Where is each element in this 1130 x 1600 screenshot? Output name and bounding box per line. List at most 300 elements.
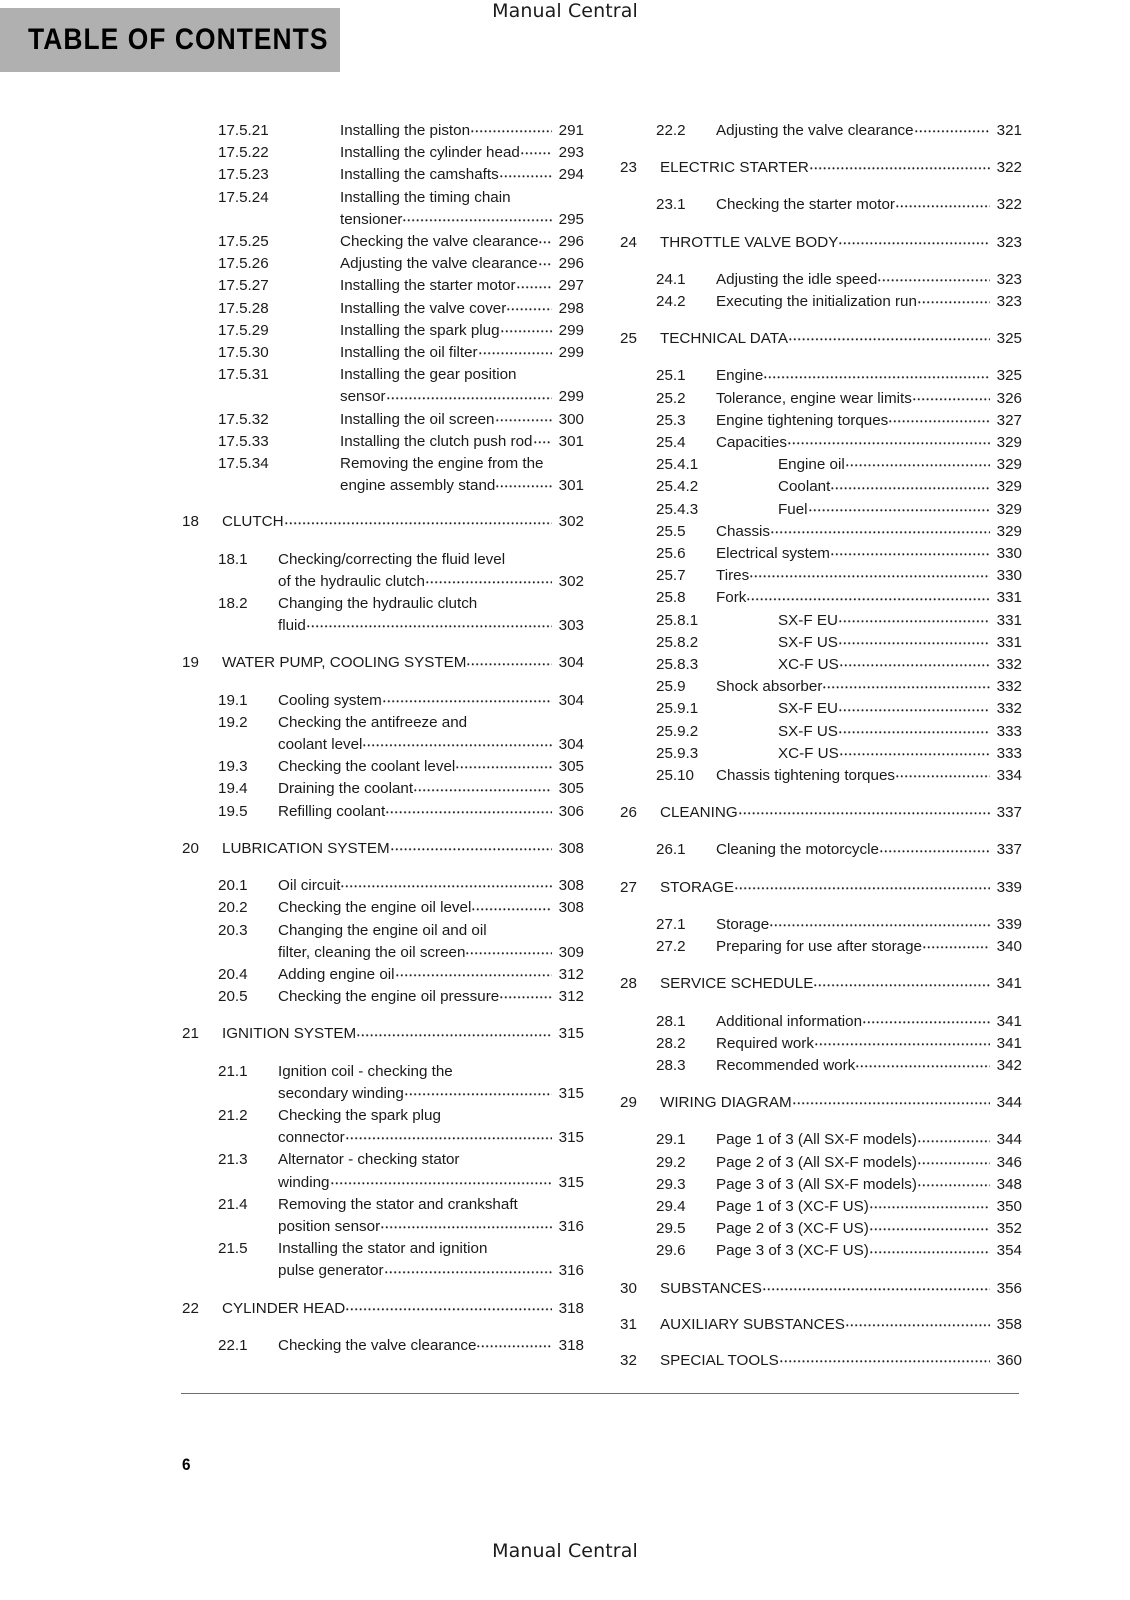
toc-entry-title-block bbox=[756, 499, 1022, 521]
toc-entry-title: tensioner bbox=[340, 210, 403, 228]
toc-entry-title: Checking the spark plug bbox=[278, 1106, 441, 1124]
toc-entry-title: CLUTCH bbox=[222, 513, 284, 531]
toc-entry[interactable] bbox=[178, 920, 584, 964]
toc-entry-page-number: 348 bbox=[996, 1175, 1022, 1193]
dot-leader bbox=[386, 805, 552, 820]
toc-entry-number: 17.5.22 bbox=[218, 144, 269, 162]
toc-entry[interactable] bbox=[616, 765, 1022, 787]
toc-entry-title-block bbox=[756, 476, 1022, 498]
toc-entry[interactable] bbox=[178, 1335, 584, 1357]
toc-entry-title-block bbox=[278, 1194, 584, 1238]
dot-leader bbox=[889, 414, 990, 429]
toc-entry-number: 28.1 bbox=[656, 1012, 686, 1030]
toc-entry-number: 25.4.1 bbox=[656, 456, 699, 474]
toc-entry[interactable] bbox=[178, 964, 584, 986]
toc-entry[interactable] bbox=[616, 1129, 1022, 1151]
toc-entry-title: secondary winding bbox=[278, 1084, 404, 1102]
toc-entry-number: 19.4 bbox=[218, 780, 248, 798]
dot-leader bbox=[544, 457, 552, 472]
toc-entry-title: Fork bbox=[716, 589, 747, 607]
dot-leader bbox=[815, 1037, 990, 1052]
toc-entry-page-number: 300 bbox=[558, 410, 584, 428]
toc-entry-number: 32 bbox=[620, 1351, 637, 1369]
toc-entry[interactable] bbox=[178, 164, 584, 186]
toc-entry-title-block bbox=[756, 632, 1022, 654]
toc-entry-number: 17.5.29 bbox=[218, 321, 269, 339]
dot-leader bbox=[519, 1198, 552, 1213]
toc-entry-page-number: 337 bbox=[996, 841, 1022, 859]
toc-entry-title-block bbox=[318, 164, 584, 186]
toc-entry[interactable] bbox=[616, 388, 1022, 410]
toc-entry-page-number: 316 bbox=[558, 1262, 584, 1280]
dot-leader bbox=[466, 946, 552, 961]
toc-entry-page-number: 306 bbox=[558, 802, 584, 820]
toc-entry-title: Installing the clutch push rod bbox=[340, 432, 533, 450]
toc-entry-title-block bbox=[716, 1174, 1022, 1196]
toc-entry-number: 30 bbox=[620, 1279, 637, 1297]
toc-entry-title: STORAGE bbox=[660, 878, 734, 896]
toc-entry-number: 22 bbox=[182, 1299, 199, 1317]
toc-entry-title: Checking the coolant level bbox=[278, 758, 456, 776]
toc-entry-title: SX-F US bbox=[778, 633, 838, 651]
dot-leader bbox=[735, 881, 990, 896]
toc-entry-title-block bbox=[278, 897, 584, 919]
toc-entry[interactable] bbox=[178, 364, 584, 408]
toc-entry-title-block bbox=[716, 291, 1022, 313]
toc-entry[interactable] bbox=[616, 914, 1022, 936]
toc-entry[interactable] bbox=[616, 877, 1022, 899]
dot-leader bbox=[512, 191, 552, 206]
toc-entry-title-block bbox=[716, 1196, 1022, 1218]
toc-entry-title-block bbox=[318, 364, 584, 408]
toc-entry[interactable] bbox=[178, 1105, 584, 1149]
toc-entry-page-number: 301 bbox=[558, 477, 584, 495]
toc-entry[interactable] bbox=[616, 1218, 1022, 1240]
dot-leader bbox=[534, 435, 553, 450]
toc-entry-title: XC-F US bbox=[778, 656, 839, 674]
toc-entry[interactable] bbox=[616, 476, 1022, 498]
toc-entry[interactable] bbox=[178, 690, 584, 712]
toc-entry-number: 25 bbox=[620, 330, 637, 348]
toc-entry[interactable] bbox=[178, 120, 584, 142]
toc-entry-title-block bbox=[716, 565, 1022, 587]
dot-leader bbox=[496, 413, 553, 428]
toc-entry[interactable] bbox=[616, 565, 1022, 587]
toc-entry[interactable] bbox=[178, 875, 584, 897]
toc-entry-page-number: 302 bbox=[558, 572, 584, 590]
toc-entry-title: Additional information bbox=[716, 1012, 863, 1030]
toc-entry-number: 18 bbox=[182, 513, 199, 531]
toc-entry[interactable] bbox=[616, 1152, 1022, 1174]
dot-leader bbox=[472, 901, 552, 916]
toc-entry[interactable] bbox=[178, 593, 584, 637]
toc-entry-page-number: 315 bbox=[558, 1129, 584, 1147]
toc-entry-title: Installing the cylinder head bbox=[340, 144, 520, 162]
toc-entry-title-block bbox=[716, 269, 1022, 291]
toc-entry-number: 17.5.28 bbox=[218, 299, 269, 317]
toc-entry-number: 21 bbox=[182, 1025, 199, 1043]
toc-entry[interactable] bbox=[616, 654, 1022, 676]
toc-entry-number: 21.1 bbox=[218, 1062, 248, 1080]
toc-entry[interactable] bbox=[178, 142, 584, 164]
toc-entry[interactable] bbox=[178, 1238, 584, 1282]
toc-entry[interactable] bbox=[616, 328, 1022, 350]
toc-entry[interactable] bbox=[616, 610, 1022, 632]
toc-entry[interactable] bbox=[178, 1023, 584, 1045]
toc-entry-number: 29.2 bbox=[656, 1153, 686, 1171]
toc-entry-title: Recommended work bbox=[716, 1056, 856, 1074]
toc-column-left bbox=[178, 120, 584, 1372]
toc-entry-title: Adding engine oil bbox=[278, 965, 395, 983]
toc-entry-page-number: 299 bbox=[558, 344, 584, 362]
toc-entry-number: 29.3 bbox=[656, 1175, 686, 1193]
toc-entry-title-block bbox=[660, 1092, 1022, 1114]
dot-leader bbox=[539, 235, 552, 250]
toc-entry-title-block bbox=[660, 1278, 1022, 1300]
toc-entry-page-number: 332 bbox=[996, 678, 1022, 696]
toc-entry[interactable] bbox=[616, 232, 1022, 254]
toc-entry-title-block bbox=[318, 431, 584, 453]
toc-entry[interactable] bbox=[616, 291, 1022, 313]
toc-entry-title-block bbox=[318, 120, 584, 142]
toc-entry-title-block bbox=[278, 1061, 584, 1105]
toc-entry-number: 21.2 bbox=[218, 1106, 248, 1124]
toc-entry-title-block bbox=[716, 839, 1022, 861]
toc-entry-page-number: 316 bbox=[558, 1217, 584, 1235]
toc-entry-title-block bbox=[278, 986, 584, 1008]
toc-entry[interactable] bbox=[616, 1033, 1022, 1055]
toc-entry-title-block bbox=[278, 1149, 584, 1193]
dot-leader bbox=[856, 1059, 990, 1074]
toc-entry[interactable] bbox=[178, 1298, 584, 1320]
toc-entry[interactable] bbox=[616, 1196, 1022, 1218]
toc-entry-title-block bbox=[278, 549, 584, 593]
toc-entry[interactable] bbox=[178, 1149, 584, 1193]
toc-entry-title-block bbox=[318, 342, 584, 364]
toc-entry[interactable] bbox=[616, 839, 1022, 861]
toc-entry-page-number: 354 bbox=[996, 1242, 1022, 1260]
toc-entry-page-number: 330 bbox=[996, 545, 1022, 563]
toc-entry-title-block bbox=[716, 432, 1022, 454]
toc-entry[interactable] bbox=[178, 897, 584, 919]
toc-entry[interactable] bbox=[178, 778, 584, 800]
toc-entry-title: Checking the starter motor bbox=[716, 196, 895, 214]
toc-entry-title: of the hydraulic clutch bbox=[278, 572, 425, 590]
toc-entry-page-number: 340 bbox=[996, 938, 1022, 956]
toc-entry[interactable] bbox=[178, 320, 584, 342]
toc-entry-page-number: 333 bbox=[996, 744, 1022, 762]
toc-entry-page-number: 304 bbox=[558, 654, 584, 672]
toc-entry[interactable] bbox=[178, 712, 584, 756]
toc-entry-title-block bbox=[660, 802, 1022, 824]
toc-entry[interactable] bbox=[616, 1278, 1022, 1300]
toc-entry-title: Installing the oil filter bbox=[340, 344, 478, 362]
toc-entry[interactable] bbox=[616, 454, 1022, 476]
toc-entry-title: SX-F EU bbox=[778, 700, 838, 718]
dot-leader bbox=[923, 940, 990, 955]
toc-entry-page-number: 296 bbox=[558, 233, 584, 251]
toc-entry-number: 19.3 bbox=[218, 758, 248, 776]
toc-entry-number: 24.2 bbox=[656, 293, 686, 311]
toc-column-right bbox=[616, 120, 1022, 1372]
dot-leader bbox=[381, 1220, 552, 1235]
toc-entry[interactable] bbox=[178, 187, 584, 231]
toc-entry-number: 17.5.26 bbox=[218, 255, 269, 273]
toc-entry-title: IGNITION SYSTEM bbox=[222, 1025, 357, 1043]
toc-entry-title: Oil circuit bbox=[278, 877, 341, 895]
toc-entry-title-block bbox=[318, 253, 584, 275]
toc-entry[interactable] bbox=[178, 549, 584, 593]
toc-entry-number: 25.3 bbox=[656, 411, 686, 429]
toc-entry-title: SPECIAL TOOLS bbox=[660, 1351, 779, 1369]
toc-entry[interactable] bbox=[616, 973, 1022, 995]
toc-entry-title-block bbox=[278, 593, 584, 637]
toc-entry-title: THROTTLE VALVE BODY bbox=[660, 233, 839, 251]
toc-entry-title: Alternator - checking stator bbox=[278, 1151, 460, 1169]
toc-entry-page-number: 315 bbox=[558, 1025, 584, 1043]
dot-leader bbox=[839, 702, 990, 717]
toc-entry[interactable] bbox=[616, 499, 1022, 521]
toc-entry[interactable] bbox=[178, 409, 584, 431]
toc-entry-title: Draining the coolant bbox=[278, 780, 414, 798]
dot-leader bbox=[780, 1354, 990, 1369]
table-of-contents-banner bbox=[0, 8, 340, 72]
toc-entry[interactable] bbox=[616, 721, 1022, 743]
toc-entry-title: Engine oil bbox=[778, 456, 845, 474]
toc-entry-number: 20 bbox=[182, 839, 199, 857]
toc-entry-title: WIRING DIAGRAM bbox=[660, 1094, 792, 1112]
toc-entry[interactable] bbox=[178, 342, 584, 364]
toc-entry-page-number: 331 bbox=[996, 589, 1022, 607]
toc-entry-page-number: 337 bbox=[996, 804, 1022, 822]
toc-entry-title: SX-F US bbox=[778, 722, 838, 740]
toc-entry-number: 17.5.23 bbox=[218, 166, 269, 184]
toc-entry[interactable] bbox=[178, 253, 584, 275]
toc-entry-number: 20.1 bbox=[218, 877, 248, 895]
toc-entry-title-block bbox=[716, 1011, 1022, 1033]
toc-entry[interactable] bbox=[616, 432, 1022, 454]
toc-entry[interactable] bbox=[616, 1174, 1022, 1196]
toc-entry[interactable] bbox=[616, 698, 1022, 720]
dot-leader bbox=[403, 213, 552, 228]
toc-entry-number: 25.8.3 bbox=[656, 656, 699, 674]
dot-leader bbox=[477, 1339, 552, 1354]
toc-entry-number: 17.5.32 bbox=[218, 410, 269, 428]
toc-entry-number: 17.5.30 bbox=[218, 344, 269, 362]
toc-entry-title-block bbox=[716, 587, 1022, 609]
toc-entry-number: 26 bbox=[620, 804, 637, 822]
toc-entry[interactable] bbox=[616, 543, 1022, 565]
toc-entry-number: 25.9.3 bbox=[656, 744, 699, 762]
toc-entry[interactable] bbox=[616, 743, 1022, 765]
toc-entry-title: SUBSTANCES bbox=[660, 1279, 762, 1297]
toc-entry-title-block bbox=[222, 652, 584, 674]
toc-entry-page-number: 303 bbox=[558, 617, 584, 635]
toc-entry-title-block bbox=[716, 1240, 1022, 1262]
toc-entry-number: 25.4 bbox=[656, 434, 686, 452]
dot-leader bbox=[363, 738, 552, 753]
dot-leader bbox=[788, 436, 990, 451]
toc-entry[interactable] bbox=[616, 410, 1022, 432]
toc-entry[interactable] bbox=[616, 1055, 1022, 1077]
toc-entry-number: 31 bbox=[620, 1315, 637, 1333]
dot-leader bbox=[839, 236, 990, 251]
toc-entry-page-number: 315 bbox=[558, 1084, 584, 1102]
toc-entry[interactable] bbox=[616, 1011, 1022, 1033]
toc-entry-title-block bbox=[716, 194, 1022, 216]
toc-entry-page-number: 318 bbox=[558, 1336, 584, 1354]
toc-entry[interactable] bbox=[178, 838, 584, 860]
toc-entry-number: 20.5 bbox=[218, 988, 248, 1006]
toc-entry-number: 25.4.2 bbox=[656, 478, 699, 496]
watermark-top: Manual Central bbox=[492, 0, 638, 22]
dot-leader bbox=[517, 368, 552, 383]
dot-leader bbox=[764, 369, 990, 384]
toc-entry-page-number: 304 bbox=[558, 691, 584, 709]
dot-leader bbox=[500, 168, 552, 183]
toc-entry-page-number: 315 bbox=[558, 1173, 584, 1191]
dot-leader bbox=[391, 842, 552, 857]
toc-entry[interactable] bbox=[616, 676, 1022, 698]
toc-entry-page-number: 297 bbox=[558, 277, 584, 295]
dot-leader bbox=[387, 390, 552, 405]
toc-entry-title-block bbox=[716, 676, 1022, 698]
toc-entry[interactable] bbox=[178, 453, 584, 497]
toc-entry-title-block bbox=[716, 765, 1022, 787]
dot-leader bbox=[496, 479, 552, 494]
toc-entry[interactable] bbox=[616, 1240, 1022, 1262]
toc-entry-number: 28.2 bbox=[656, 1034, 686, 1052]
dot-leader bbox=[831, 547, 990, 562]
toc-entry-page-number: 329 bbox=[996, 500, 1022, 518]
toc-entry-title: engine assembly stand bbox=[340, 477, 496, 495]
toc-entry-page-number: 298 bbox=[558, 299, 584, 317]
toc-entry-page-number: 352 bbox=[996, 1220, 1022, 1238]
toc-entry-number: 20.2 bbox=[218, 899, 248, 917]
toc-entry-page-number: 322 bbox=[996, 196, 1022, 214]
dot-leader bbox=[915, 124, 990, 139]
dot-leader bbox=[488, 1242, 552, 1257]
toc-entry[interactable] bbox=[616, 1314, 1022, 1336]
toc-entry-page-number: 346 bbox=[996, 1153, 1022, 1171]
toc-entry-number: 17.5.34 bbox=[218, 455, 269, 473]
toc-entry-title: Installing the starter motor bbox=[340, 277, 516, 295]
toc-entry[interactable] bbox=[178, 431, 584, 453]
toc-entry-page-number: 350 bbox=[996, 1197, 1022, 1215]
toc-entry-page-number: 309 bbox=[558, 943, 584, 961]
toc-entry-number: 17.5.31 bbox=[218, 366, 269, 384]
toc-entry-page-number: 339 bbox=[996, 878, 1022, 896]
toc-entry-title-block bbox=[716, 1033, 1022, 1055]
toc-entry[interactable] bbox=[616, 632, 1022, 654]
toc-entry-page-number: 322 bbox=[996, 159, 1022, 177]
toc-entry-number: 28 bbox=[620, 975, 637, 993]
toc-entry-number: 27 bbox=[620, 878, 637, 896]
toc-entry-page-number: 332 bbox=[996, 700, 1022, 718]
toc-entry-number: 17.5.21 bbox=[218, 122, 269, 139]
toc-entry[interactable] bbox=[616, 587, 1022, 609]
toc-entry-title-block bbox=[278, 875, 584, 897]
toc-entry-title-block bbox=[278, 778, 584, 800]
toc-entry-number: 17.5.24 bbox=[218, 188, 269, 206]
toc-entry[interactable] bbox=[178, 275, 584, 297]
toc-entry-title-block bbox=[278, 920, 584, 964]
toc-entry[interactable] bbox=[178, 298, 584, 320]
toc-entry-title: Executing the initialization run bbox=[716, 293, 917, 311]
toc-entry-title: Cooling system bbox=[278, 691, 382, 709]
toc-entry[interactable] bbox=[616, 269, 1022, 291]
toc-entry-title: winding bbox=[278, 1173, 330, 1191]
toc-entry-title: XC-F US bbox=[778, 744, 839, 762]
toc-entry-title: Checking the antifreeze and bbox=[278, 713, 468, 731]
dot-leader bbox=[793, 1096, 990, 1111]
toc-entry-title: Installing the oil screen bbox=[340, 410, 495, 428]
dot-leader bbox=[918, 295, 990, 310]
toc-entry-title-block bbox=[278, 756, 584, 778]
dot-leader bbox=[770, 918, 990, 933]
toc-entry[interactable] bbox=[616, 157, 1022, 179]
toc-entry-page-number: 344 bbox=[996, 1131, 1022, 1149]
toc-entry-title-block bbox=[756, 721, 1022, 743]
toc-entry-number: 29.1 bbox=[656, 1131, 686, 1149]
toc-entry-number: 22.2 bbox=[656, 122, 686, 139]
toc-entry[interactable] bbox=[178, 1194, 584, 1238]
toc-entry[interactable] bbox=[178, 652, 584, 674]
toc-entry-title-block bbox=[716, 410, 1022, 432]
toc-entry-title-block bbox=[716, 120, 1022, 142]
toc-entry[interactable] bbox=[616, 120, 1022, 142]
toc-entry-page-number: 360 bbox=[996, 1351, 1022, 1369]
toc-entry-title-block bbox=[278, 690, 584, 712]
toc-entry-page-number: 299 bbox=[558, 321, 584, 339]
dot-leader bbox=[461, 1153, 553, 1168]
toc-entry-page-number: 302 bbox=[558, 513, 584, 531]
toc-entry-page-number: 312 bbox=[558, 965, 584, 983]
toc-entry-title: Installing the stator and ignition bbox=[278, 1240, 488, 1258]
toc-entry[interactable] bbox=[616, 936, 1022, 958]
toc-entry-title: AUXILIARY SUBSTANCES bbox=[660, 1315, 845, 1333]
dot-leader bbox=[478, 597, 552, 612]
toc-entry[interactable] bbox=[616, 521, 1022, 543]
toc-entry[interactable] bbox=[178, 756, 584, 778]
dot-leader bbox=[823, 680, 990, 695]
toc-entry-title: connector bbox=[278, 1129, 345, 1147]
toc-entry[interactable] bbox=[616, 1350, 1022, 1372]
toc-entry[interactable] bbox=[178, 231, 584, 253]
toc-entry-page-number: 329 bbox=[996, 478, 1022, 496]
toc-entry-title: Checking the engine oil level bbox=[278, 899, 472, 917]
toc-entry-title: Adjusting the idle speed bbox=[716, 270, 878, 288]
toc-entry[interactable] bbox=[178, 511, 584, 533]
toc-entry-title: Storage bbox=[716, 915, 770, 933]
toc-entry[interactable] bbox=[178, 1061, 584, 1105]
toc-entry[interactable] bbox=[616, 802, 1022, 824]
dot-leader bbox=[840, 658, 990, 673]
dot-leader bbox=[846, 1318, 990, 1333]
toc-entry-number: 25.1 bbox=[656, 367, 686, 385]
toc-entry[interactable] bbox=[616, 365, 1022, 387]
toc-entry[interactable] bbox=[178, 801, 584, 823]
toc-entry-title: Adjusting the valve clearance bbox=[716, 122, 914, 139]
dot-leader bbox=[870, 1222, 990, 1237]
toc-entry-number: 19.5 bbox=[218, 802, 248, 820]
toc-entry-title-block bbox=[278, 801, 584, 823]
toc-entry-title-block bbox=[716, 1129, 1022, 1151]
toc-entry-number: 25.9.2 bbox=[656, 722, 699, 740]
toc-entry[interactable] bbox=[616, 194, 1022, 216]
toc-entry[interactable] bbox=[178, 986, 584, 1008]
toc-entry[interactable] bbox=[616, 1092, 1022, 1114]
